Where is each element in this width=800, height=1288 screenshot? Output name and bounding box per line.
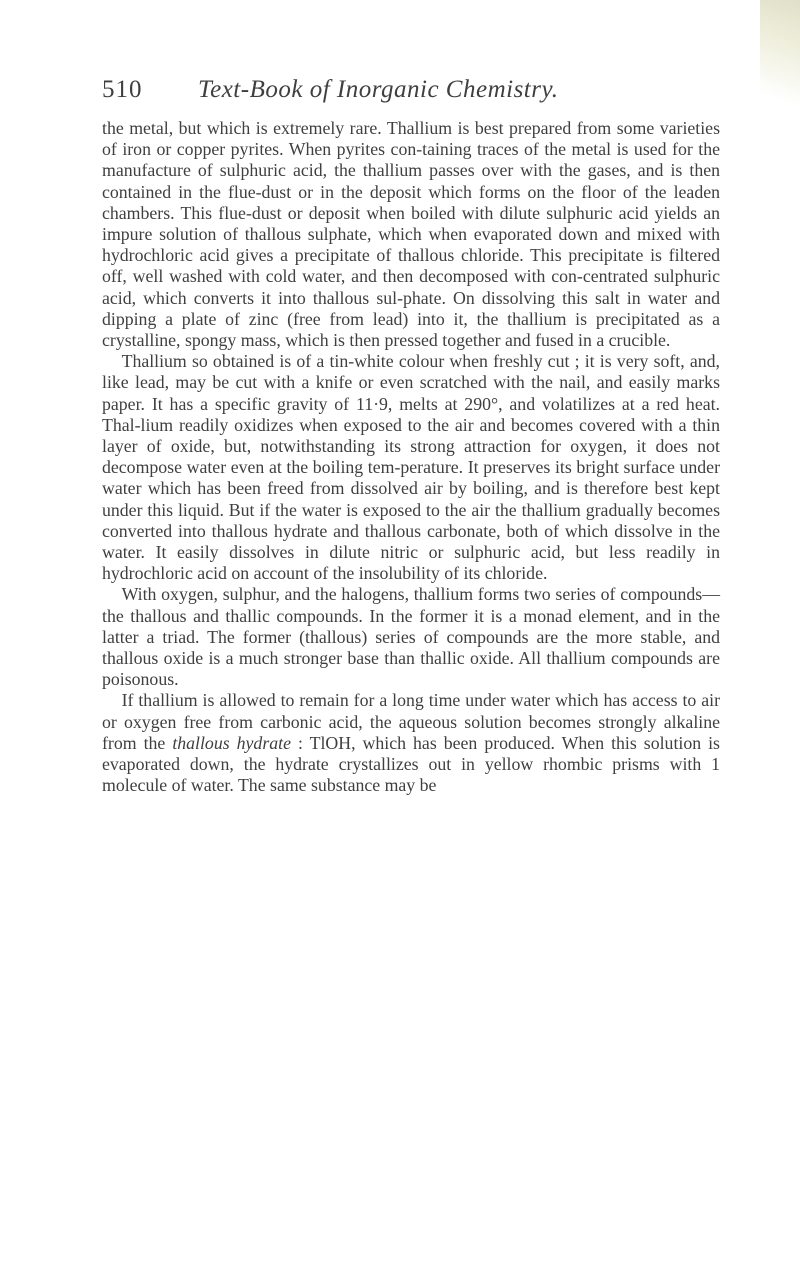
running-head <box>102 72 722 108</box>
paragraph-preparation: the metal, but which is extremely rare. Thallium is best prepared from some varieties of iron or copper pyrites. When pyrites con-taining traces of the metal is used for the manufacture of sulphuric acid, the thallium passes over with the gases, and is then contained in the flue-dust or in the deposit which forms on the floor of the leaden chambers. This flue-dust or deposit when boiled with dilute sulphuric acid yields an impure solution of thallous sulphate, which when evaporated down and mixed with hydrochloric acid gives a precipitate of thallous chloride. This precipitate is filtered off, well washed with cold water, and then decomposed with con-centrated sulphuric acid, which converts it into thallous sul-phate. On dissolving this salt in water and dipping a plate of zinc (free from lead) into it, the thallium is precipitated as a crystalline, spongy mass, which is then pressed together and fused in a crucible. <box>102 118 720 351</box>
paragraph-thallous-hydrate <box>102 690 720 796</box>
paragraph-text-end: : TlOH, which has been produced. When this solution is evaporated down, the hydrate crystallizes out in yellow rhombic prisms with 1 molecule of water. The same substance may be <box>102 732 720 796</box>
page-number: 510 <box>102 76 143 103</box>
paragraph-properties: Thallium so obtained is of a tin-white colour when freshly cut ; it is very soft, and, like lead, may be cut with a knife or even scratched with the nail, and easily marks paper. It has a specific gravity of 11·9, melts at 290°, and volatilizes at a red heat. Thal-lium readily oxidizes when exposed to the air and becomes covered with a thin layer of oxide, but, notwithstanding its strong attraction for oxygen, it does not decompose water even at the boiling tem-perature. It preserves its bright surface under water which has been freed from dissolved air by boiling, and is therefore best kept under this liquid. But if the water is exposed to the air the thallium gradually becomes converted into thallous hydrate and thallous carbonate, both of which dissolve in the water. It easily dissolves in dilute nitric or sulphuric acid, but less readily in hydrochloric acid on account of the insolubility of its chloride. <box>102 351 720 584</box>
page-edge-shadow <box>760 0 800 120</box>
paragraph-compounds: With oxygen, sulphur, and the halogens, thallium forms two series of compounds—the thallous and thallic compounds. In the former it is a monad element, and in the latter a triad. The former (thallous) series of compounds are the more stable, and thallous oxide is a much stronger base than thallic oxide. All thallium compounds are poisonous. <box>102 584 720 690</box>
italic-term: thallous hydrate <box>172 732 291 753</box>
body-text <box>102 118 720 797</box>
paragraph-text-start: If thallium is allowed to remain for a long time under water which has access to air or oxygen free from carbonic acid, the aqueous solution becomes strongly alkaline from the <box>102 690 720 753</box>
running-title: Text-Book of Inorganic Chemistry. <box>198 76 559 103</box>
